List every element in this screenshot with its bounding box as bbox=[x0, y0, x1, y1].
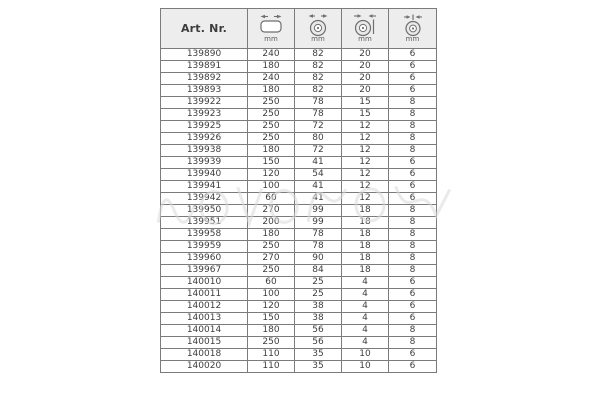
value-cell: 8 bbox=[389, 205, 437, 217]
table-row bbox=[161, 61, 437, 73]
value-cell: 6 bbox=[389, 361, 437, 373]
value-cell: 41 bbox=[295, 193, 342, 205]
art-nr-cell: 139950 bbox=[161, 205, 248, 217]
art-nr-cell: 140014 bbox=[161, 325, 248, 337]
art-nr-cell: 139958 bbox=[161, 229, 248, 241]
art-nr-cell: 139941 bbox=[161, 181, 248, 193]
table-row bbox=[161, 133, 437, 145]
table-row bbox=[161, 229, 437, 241]
value-cell: 12 bbox=[342, 121, 389, 133]
value-cell: 180 bbox=[248, 85, 295, 97]
value-cell: 25 bbox=[295, 277, 342, 289]
art-nr-cell: 140020 bbox=[161, 361, 248, 373]
value-cell: 8 bbox=[389, 253, 437, 265]
value-cell: 180 bbox=[248, 325, 295, 337]
art-nr-cell: 139967 bbox=[161, 265, 248, 277]
value-cell: 4 bbox=[342, 313, 389, 325]
value-cell: 12 bbox=[342, 169, 389, 181]
value-cell: 90 bbox=[295, 253, 342, 265]
col-header-wheel-diameter bbox=[295, 9, 342, 49]
value-cell: 82 bbox=[295, 61, 342, 73]
value-cell: 8 bbox=[389, 97, 437, 109]
value-cell: 15 bbox=[342, 97, 389, 109]
table-row bbox=[161, 121, 437, 133]
value-cell: 80 bbox=[295, 133, 342, 145]
art-nr-cell: 139960 bbox=[161, 253, 248, 265]
col-header-art-nr bbox=[161, 9, 248, 49]
value-cell: 6 bbox=[389, 157, 437, 169]
value-cell: 56 bbox=[295, 337, 342, 349]
table-row bbox=[161, 349, 437, 361]
value-cell: 82 bbox=[295, 49, 342, 61]
value-cell: 100 bbox=[248, 181, 295, 193]
value-cell: 100 bbox=[248, 289, 295, 301]
value-cell: 84 bbox=[295, 265, 342, 277]
table-row bbox=[161, 73, 437, 85]
value-cell: 18 bbox=[342, 241, 389, 253]
value-cell: 4 bbox=[342, 301, 389, 313]
table-row bbox=[161, 49, 437, 61]
value-cell: 78 bbox=[295, 97, 342, 109]
value-cell: 25 bbox=[295, 289, 342, 301]
unit-label: mm bbox=[264, 35, 278, 43]
table-row bbox=[161, 145, 437, 157]
value-cell: 8 bbox=[389, 145, 437, 157]
art-nr-cell: 139925 bbox=[161, 121, 248, 133]
plate-length-icon bbox=[248, 12, 294, 36]
table-row bbox=[161, 313, 437, 325]
value-cell: 150 bbox=[248, 157, 295, 169]
table-row bbox=[161, 253, 437, 265]
art-nr-cell: 139939 bbox=[161, 157, 248, 169]
value-cell: 12 bbox=[342, 145, 389, 157]
value-cell: 72 bbox=[295, 145, 342, 157]
value-cell: 180 bbox=[248, 61, 295, 73]
art-nr-cell: 139893 bbox=[161, 85, 248, 97]
value-cell: 240 bbox=[248, 73, 295, 85]
value-cell: 78 bbox=[295, 109, 342, 121]
value-cell: 120 bbox=[248, 169, 295, 181]
value-cell: 12 bbox=[342, 193, 389, 205]
table-row bbox=[161, 157, 437, 169]
value-cell: 18 bbox=[342, 229, 389, 241]
table-row bbox=[161, 193, 437, 205]
art-nr-cell: 139942 bbox=[161, 193, 248, 205]
product-dimension-table bbox=[160, 8, 437, 373]
table-row bbox=[161, 277, 437, 289]
value-cell: 8 bbox=[389, 217, 437, 229]
value-cell: 12 bbox=[342, 181, 389, 193]
value-cell: 99 bbox=[295, 205, 342, 217]
art-nr-cell: 140012 bbox=[161, 301, 248, 313]
value-cell: 270 bbox=[248, 205, 295, 217]
art-nr-cell: 139926 bbox=[161, 133, 248, 145]
value-cell: 99 bbox=[295, 217, 342, 229]
art-nr-cell: 139892 bbox=[161, 73, 248, 85]
value-cell: 200 bbox=[248, 217, 295, 229]
header-row bbox=[161, 9, 437, 49]
table-row bbox=[161, 205, 437, 217]
table-row bbox=[161, 301, 437, 313]
value-cell: 180 bbox=[248, 229, 295, 241]
value-cell: 180 bbox=[248, 145, 295, 157]
table-row bbox=[161, 241, 437, 253]
value-cell: 56 bbox=[295, 325, 342, 337]
value-cell: 60 bbox=[248, 277, 295, 289]
value-cell: 250 bbox=[248, 337, 295, 349]
value-cell: 10 bbox=[342, 361, 389, 373]
value-cell: 8 bbox=[389, 337, 437, 349]
value-cell: 6 bbox=[389, 181, 437, 193]
value-cell: 15 bbox=[342, 109, 389, 121]
art-nr-cell: 139890 bbox=[161, 49, 248, 61]
value-cell: 8 bbox=[389, 133, 437, 145]
value-cell: 110 bbox=[248, 361, 295, 373]
table-row bbox=[161, 217, 437, 229]
art-nr-cell: 140010 bbox=[161, 277, 248, 289]
value-cell: 18 bbox=[342, 265, 389, 277]
value-cell: 20 bbox=[342, 85, 389, 97]
value-cell: 54 bbox=[295, 169, 342, 181]
value-cell: 250 bbox=[248, 121, 295, 133]
value-cell: 82 bbox=[295, 85, 342, 97]
value-cell: 250 bbox=[248, 109, 295, 121]
value-cell: 20 bbox=[342, 61, 389, 73]
value-cell: 35 bbox=[295, 361, 342, 373]
value-cell: 60 bbox=[248, 193, 295, 205]
table-row bbox=[161, 361, 437, 373]
value-cell: 6 bbox=[389, 301, 437, 313]
table-row bbox=[161, 181, 437, 193]
value-cell: 240 bbox=[248, 49, 295, 61]
col-header-wheel-width bbox=[342, 9, 389, 49]
table-row bbox=[161, 325, 437, 337]
value-cell: 12 bbox=[342, 157, 389, 169]
value-cell: 4 bbox=[342, 277, 389, 289]
value-cell: 8 bbox=[389, 325, 437, 337]
col-header-bore-diameter bbox=[389, 9, 437, 49]
value-cell: 120 bbox=[248, 301, 295, 313]
value-cell: 6 bbox=[389, 73, 437, 85]
art-nr-cell: 139959 bbox=[161, 241, 248, 253]
table-row bbox=[161, 169, 437, 181]
wheel-width-icon bbox=[342, 12, 388, 36]
value-cell: 250 bbox=[248, 97, 295, 109]
art-nr-cell: 139922 bbox=[161, 97, 248, 109]
table-row bbox=[161, 337, 437, 349]
table-row bbox=[161, 289, 437, 301]
table-row bbox=[161, 109, 437, 121]
value-cell: 6 bbox=[389, 61, 437, 73]
value-cell: 78 bbox=[295, 229, 342, 241]
value-cell: 8 bbox=[389, 109, 437, 121]
unit-label: mm bbox=[405, 35, 420, 43]
unit-label: mm bbox=[311, 35, 325, 43]
table-row bbox=[161, 265, 437, 277]
value-cell: 18 bbox=[342, 217, 389, 229]
col-header-plate-length bbox=[248, 9, 295, 49]
value-cell: 6 bbox=[389, 313, 437, 325]
value-cell: 250 bbox=[248, 265, 295, 277]
value-cell: 41 bbox=[295, 157, 342, 169]
wheel-diameter-icon bbox=[295, 12, 341, 36]
value-cell: 6 bbox=[389, 289, 437, 301]
art-nr-cell: 140013 bbox=[161, 313, 248, 325]
value-cell: 41 bbox=[295, 181, 342, 193]
table-body bbox=[161, 49, 437, 373]
value-cell: 6 bbox=[389, 277, 437, 289]
value-cell: 250 bbox=[248, 133, 295, 145]
value-cell: 20 bbox=[342, 49, 389, 61]
table-row bbox=[161, 85, 437, 97]
value-cell: 8 bbox=[389, 241, 437, 253]
value-cell: 8 bbox=[389, 121, 437, 133]
art-nr-cell: 140011 bbox=[161, 289, 248, 301]
table-row bbox=[161, 97, 437, 109]
value-cell: 6 bbox=[389, 49, 437, 61]
unit-label: mm bbox=[358, 35, 372, 43]
value-cell: 38 bbox=[295, 301, 342, 313]
value-cell: 35 bbox=[295, 349, 342, 361]
value-cell: 18 bbox=[342, 253, 389, 265]
value-cell: 78 bbox=[295, 241, 342, 253]
value-cell: 6 bbox=[389, 85, 437, 97]
value-cell: 4 bbox=[342, 325, 389, 337]
art-nr-cell: 139891 bbox=[161, 61, 248, 73]
value-cell: 82 bbox=[295, 73, 342, 85]
value-cell: 10 bbox=[342, 349, 389, 361]
value-cell: 12 bbox=[342, 133, 389, 145]
value-cell: 20 bbox=[342, 73, 389, 85]
value-cell: 6 bbox=[389, 349, 437, 361]
art-nr-cell: 139940 bbox=[161, 169, 248, 181]
art-nr-cell: 139938 bbox=[161, 145, 248, 157]
value-cell: 150 bbox=[248, 313, 295, 325]
art-nr-cell: 140015 bbox=[161, 337, 248, 349]
value-cell: 270 bbox=[248, 253, 295, 265]
value-cell: 18 bbox=[342, 205, 389, 217]
art-nr-cell: 140018 bbox=[161, 349, 248, 361]
bore-diameter-icon bbox=[389, 12, 436, 36]
value-cell: 8 bbox=[389, 265, 437, 277]
value-cell: 38 bbox=[295, 313, 342, 325]
art-nr-cell: 139951 bbox=[161, 217, 248, 229]
value-cell: 72 bbox=[295, 121, 342, 133]
art-nr-label: Art. Nr. bbox=[180, 22, 228, 35]
value-cell: 110 bbox=[248, 349, 295, 361]
value-cell: 8 bbox=[389, 229, 437, 241]
art-nr-cell: 139923 bbox=[161, 109, 248, 121]
value-cell: 4 bbox=[342, 337, 389, 349]
value-cell: 6 bbox=[389, 169, 437, 181]
value-cell: 250 bbox=[248, 241, 295, 253]
value-cell: 4 bbox=[342, 289, 389, 301]
value-cell: 6 bbox=[389, 193, 437, 205]
